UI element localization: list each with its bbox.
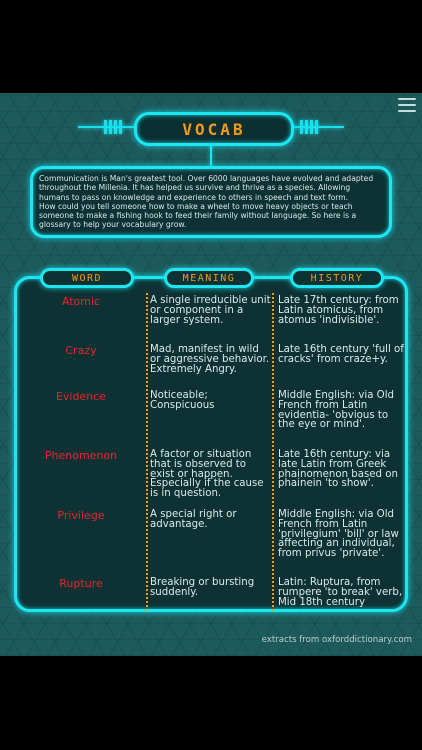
header-history: HISTORY: [290, 268, 384, 288]
word-cell: Rupture: [59, 577, 103, 590]
page-title: VOCAB: [182, 119, 246, 139]
title-bar: [78, 110, 344, 144]
column-divider-left: [146, 293, 148, 611]
column-divider-right: [272, 293, 274, 611]
glossary-table: [14, 276, 408, 612]
word-cell: Evidence: [55, 390, 107, 403]
title-pill: [134, 112, 294, 146]
source-credit: extracts from oxforddictionary.com: [261, 635, 412, 645]
meaning-cell: A single irreducible unit or component in a larger system.: [150, 295, 271, 326]
meaning-cell: A factor or situation that is observed to exist or happen. Especially if the cause is in question.: [150, 449, 264, 500]
meaning-cell: Mad, manifest in wild or aggressive behavior. Extremely Angry.: [150, 344, 270, 375]
history-cell: Middle English: via Old French from Latin evidentia- 'obvious to the eye or mind'.: [278, 390, 395, 431]
intro-paragraph-2: How could you tell someone how to make a wheel to move heavy objects or teach someone to make a fishing hook to feed their family without language. So here is a glossary to help your vocabulary grow.: [39, 201, 357, 230]
word-cell: Privilege: [57, 509, 105, 522]
intro-box: [30, 166, 392, 238]
history-cell: Late 16th century: via late Latin from Greek phainomenon based on phainein 'to show'.: [278, 449, 398, 490]
header-meaning: MEANING: [164, 268, 254, 288]
history-cell: Late 16th century 'full of cracks' from craze+y.: [278, 344, 404, 365]
meaning-cell: Noticeable; Conspicuous: [150, 390, 215, 411]
history-cell: Latin: Ruptura, from rumpere 'to break' verb, Mid 18th century: [278, 577, 403, 608]
word-cell: Atomic: [61, 295, 101, 308]
grip-left-icon: [104, 120, 122, 134]
word-cell: Phenomenon: [44, 449, 118, 462]
word-cell: Crazy: [65, 344, 97, 357]
header-word: WORD: [40, 268, 134, 288]
grip-right-icon: [300, 120, 318, 134]
meaning-cell: Breaking or bursting suddenly.: [150, 577, 255, 598]
vocab-screen: [0, 93, 422, 656]
history-cell: Middle English: via Old French from Latin 'privilegium' 'bill' or law affecting an individual, from privus 'private'.: [278, 509, 399, 560]
menu-icon[interactable]: [398, 98, 416, 112]
meaning-cell: A special right or advantage.: [150, 509, 237, 530]
intro-paragraph-1: Communication is Man's greatest tool. Over 6000 languages have evolved and adapted throughout the Millenia. It has helped us survive and thrive as a species. Allowing humans to pass on knowledge and experience to others in speech and text form.: [39, 174, 374, 202]
history-cell: Late 17th century: from Latin atomicus, from atomus 'indivisible'.: [278, 295, 399, 326]
